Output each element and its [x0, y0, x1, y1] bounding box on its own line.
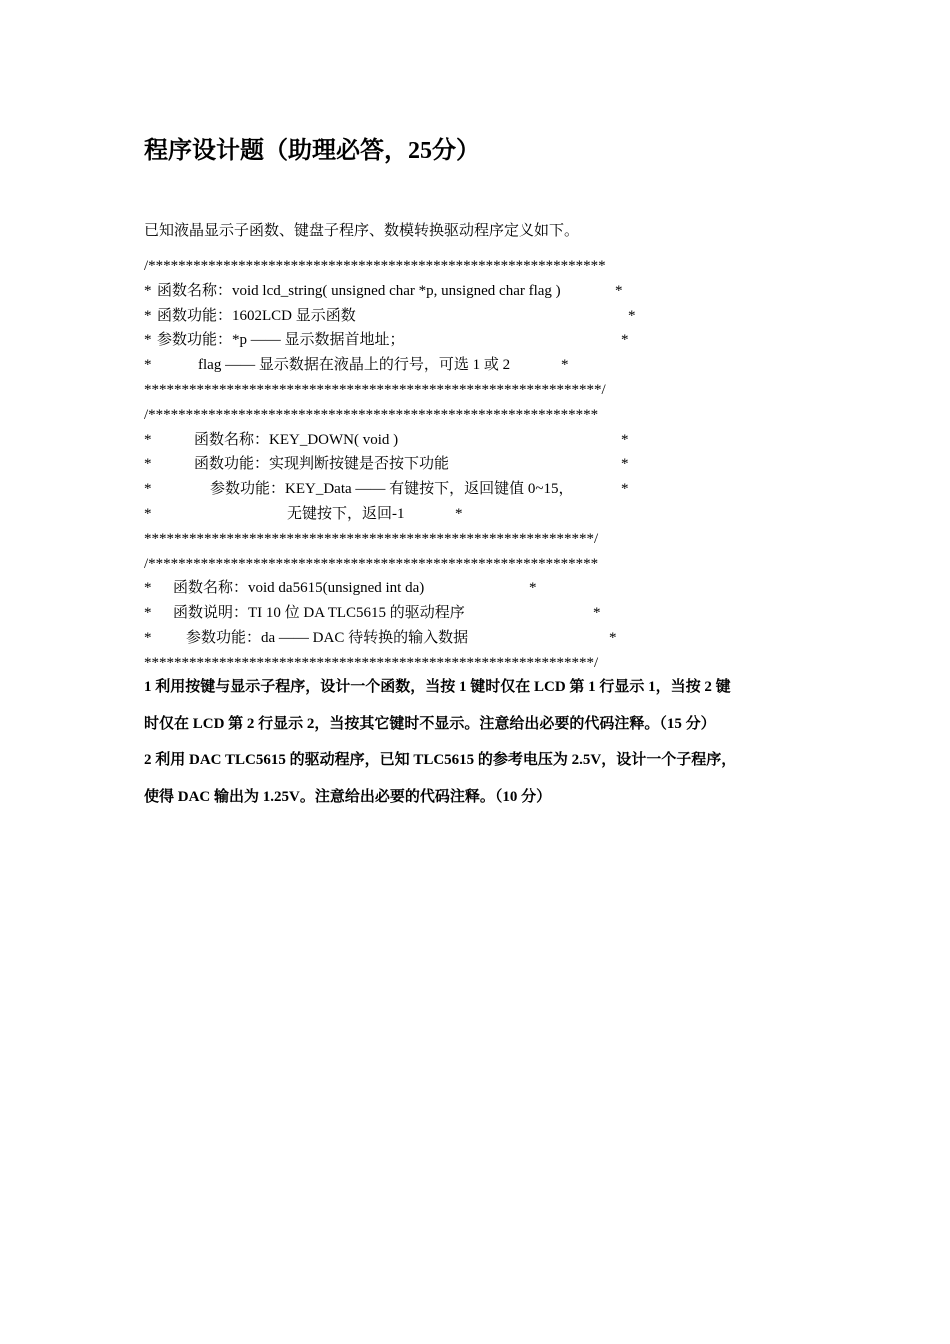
lcd-param-line: * 参数功能：*p —— 显示数据首地址； *	[144, 328, 824, 353]
intro-text: 已知液晶显示子函数、键盘子程序、数模转换驱动程序定义如下。	[144, 223, 580, 239]
key-param-line: * 参数功能：KEY_Data —— 有键按下，返回键值 0~15， *	[144, 477, 824, 502]
dac-block-close: ************************************************************/	[144, 654, 599, 671]
dac-block-open: /************************************************************	[144, 555, 599, 572]
question-1-line-2: 时仅在 LCD 第 2 行显示 2，当按其它键时不显示。注意给出必要的代码注释。（15 分）	[144, 716, 716, 732]
lcd-function-name: 函数名称：void lcd_string( unsigned char *p, unsigned char flag )	[157, 282, 561, 299]
code-listing	[144, 254, 824, 676]
key-return: 无键按下，返回-1	[287, 505, 405, 522]
question-2-line-2: 使得 DAC 输出为 1.25V。注意给出必要的代码注释。（10 分）	[144, 789, 552, 805]
lcd-flag: flag —— 显示数据在液晶上的行号，可选 1 或 2	[198, 357, 511, 374]
question-1	[144, 669, 824, 743]
dac-function-desc: 函数说明：TI 10 位 DA TLC5615 的驱动程序	[173, 605, 465, 622]
lcd-function-name-line: * 函数名称：void lcd_string( unsigned char *p, unsigned char flag ) *	[144, 279, 824, 304]
key-block-close: ************************************************************/	[144, 530, 599, 547]
dac-function-name-line: * 函数名称：void da5615(unsigned int da) *	[144, 576, 824, 601]
dac-function-name: 函数名称：void da5615(unsigned int da)	[173, 580, 425, 597]
lcd-flag-line: * flag —— 显示数据在液晶上的行号，可选 1 或 2 *	[144, 353, 824, 378]
dac-function-desc-line: * 函数说明：TI 10 位 DA TLC5615 的驱动程序 *	[144, 601, 824, 626]
key-function-name: 函数名称：KEY_DOWN( void )	[194, 431, 399, 448]
key-function-purpose: 函数功能：实现判断按键是否按下功能	[194, 456, 450, 473]
question-2-line-1: 2 利用 DAC TLC5615 的驱动程序，已知 TLC5615 的参考电压为 2.5V，设计一个子程序，	[144, 752, 737, 768]
key-function-name-line: * 函数名称：KEY_DOWN( void ) *	[144, 428, 824, 453]
key-return-line: * 无键按下，返回-1 *	[144, 502, 824, 527]
dac-param-line: * 参数功能：da —— DAC 待转换的输入数据 *	[144, 626, 824, 651]
page-title: 程序设计题（助理必答，25分）	[144, 138, 480, 164]
lcd-block-close: *************************************************************/	[144, 381, 606, 398]
question-2	[144, 742, 824, 816]
key-block-open: /************************************************************	[144, 406, 599, 423]
dac-param: 参数功能：da —— DAC 待转换的输入数据	[186, 629, 469, 646]
lcd-block-open: /*************************************************************	[144, 258, 606, 274]
question-1-line-1: 1 利用按键与显示子程序，设计一个函数，当按 1 键时仅在 LCD 第 1 行显示 1，当按 2 键	[144, 679, 731, 695]
key-param: 参数功能：KEY_Data —— 有键按下，返回键值 0~15，	[210, 481, 574, 498]
lcd-function-purpose: 函数功能：1602LCD 显示函数	[157, 307, 356, 324]
lcd-param: 参数功能：*p —— 显示数据首地址；	[157, 332, 405, 349]
lcd-function-purpose-line: * 函数功能：1602LCD 显示函数 *	[144, 304, 824, 329]
key-function-purpose-line: * 函数功能：实现判断按键是否按下功能 *	[144, 452, 824, 477]
